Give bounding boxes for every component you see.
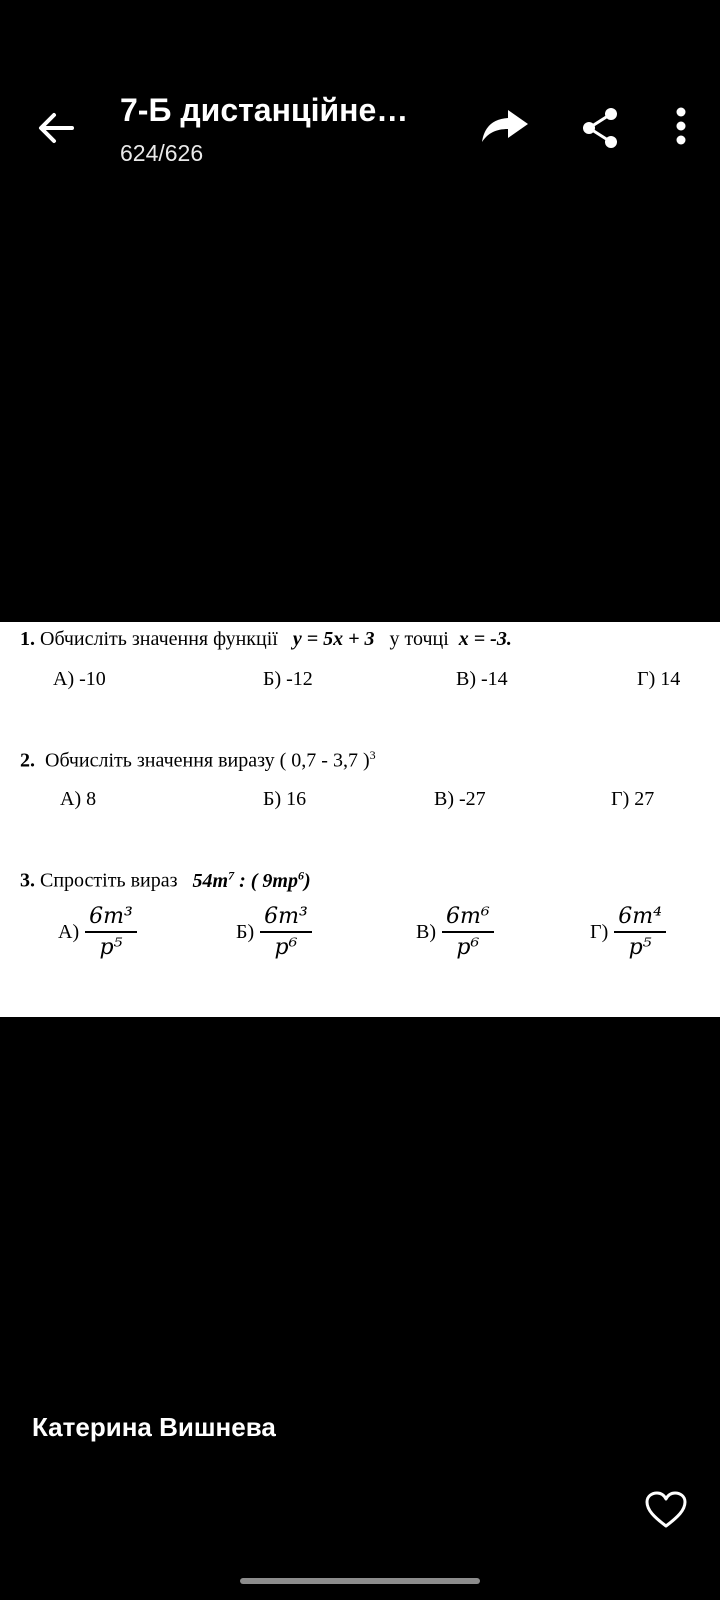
question-text: Обчисліть значення виразу ( 0,7 - 3,7 ) — [45, 749, 370, 772]
answer-label: В) — [416, 920, 436, 943]
forward-arrow-icon — [478, 104, 532, 148]
question-text: Обчисліть значення функції — [40, 628, 278, 650]
album-title: 7-Б дистанційне… — [120, 92, 409, 128]
answer-option: Б) 16 — [263, 788, 307, 810]
document-photo[interactable] — [0, 622, 720, 1017]
fraction — [85, 904, 137, 960]
question-3 — [20, 868, 311, 893]
question-formula: y = 5x + 3 — [292, 628, 375, 650]
fraction — [442, 904, 494, 960]
heart-outline-icon — [644, 1490, 688, 1530]
like-button[interactable] — [644, 1490, 688, 1530]
back-button[interactable] — [34, 106, 78, 150]
forward-button[interactable] — [478, 104, 532, 148]
answer-option: В) -27 — [434, 788, 486, 810]
numerator: 6m⁴ — [614, 904, 666, 933]
share-button[interactable] — [580, 106, 622, 150]
question-2 — [20, 748, 376, 773]
denominator: p⁶ — [456, 935, 480, 960]
question-number: 1. — [20, 628, 35, 650]
answer-option-d — [590, 904, 666, 960]
question-number: 2. — [20, 749, 35, 772]
answer-option: Г) 27 — [611, 788, 655, 810]
exponent: 3 — [369, 748, 376, 762]
question-formula: $54m^7$ : ( $9mp^6$) — [192, 868, 311, 892]
share-icon — [580, 106, 622, 150]
answer-option: В) -14 — [456, 668, 508, 690]
question-1 — [20, 628, 512, 651]
numerator: 6m⁶ — [442, 904, 494, 933]
answer-option-b — [236, 904, 312, 960]
top-bar — [0, 0, 720, 200]
answer-option: Г) 14 — [637, 668, 681, 690]
denominator: p⁶ — [274, 935, 298, 960]
fraction — [614, 904, 666, 960]
answer-option: А) 8 — [60, 788, 97, 810]
answer-option-c — [416, 904, 494, 960]
answer-option-a — [58, 904, 137, 960]
question-text-tail: у точці — [389, 628, 449, 650]
answer-label: Г) — [590, 920, 609, 943]
photo-counter: 624/626 — [120, 140, 204, 166]
answer-label: Б) — [236, 920, 255, 943]
numerator: 6m³ — [260, 904, 312, 933]
numerator: 6m³ — [85, 904, 137, 933]
author-name[interactable]: Катерина Вишнева — [32, 1412, 276, 1442]
question-point: x = -3. — [458, 628, 512, 650]
more-options-button[interactable] — [664, 106, 698, 150]
question-text: Спростіть вираз — [40, 869, 178, 892]
answer-option: Б) -12 — [263, 668, 313, 690]
more-vertical-icon — [664, 106, 698, 150]
question-number: 3. — [20, 869, 35, 892]
answer-option: А) -10 — [53, 668, 106, 690]
home-indicator[interactable] — [240, 1578, 480, 1584]
denominator: p⁵ — [99, 935, 123, 960]
fraction — [260, 904, 312, 960]
denominator: p⁵ — [628, 935, 652, 960]
arrow-left-icon — [34, 106, 78, 150]
answer-label: А) — [58, 920, 80, 943]
